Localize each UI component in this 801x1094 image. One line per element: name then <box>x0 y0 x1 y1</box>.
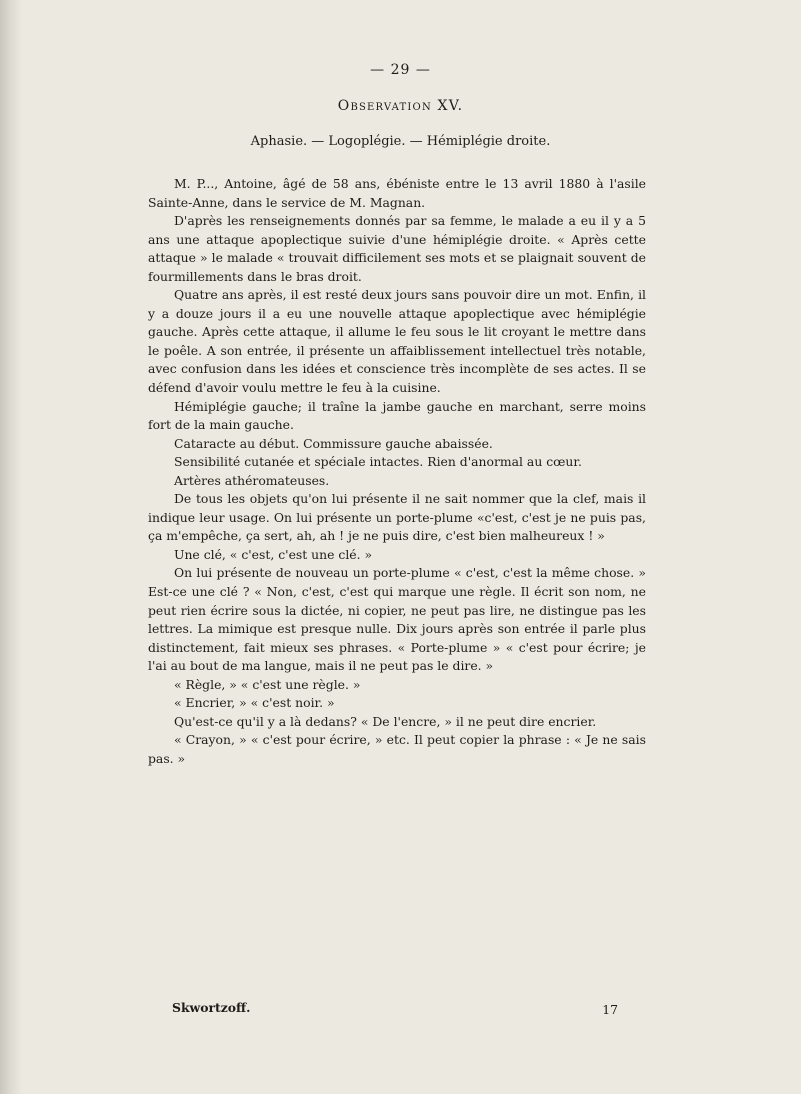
paragraph-ruler: « Règle, » « c'est une règle. » <box>174 676 361 692</box>
body-text <box>148 175 646 769</box>
paragraph-pen-holder: On lui présente de nouveau un porte-plume « c'est, c'est la même chose. » Est-ce une clé ? « Non, c'est, c'est qui marque une règle. Il écrit son nom, ne peut rien écrire sous la dictée, ni copier, ne peut pas lire, ne distingue pas les lettres. La mimique est presque nulle. Dix jours après son entrée il parle plus distinctement, fait mieux ses phrases. « Porte-plume » « c'est pour écrire; je l'ai au bout de ma langue, mais il ne peut pas le dire. » <box>148 565 646 674</box>
paragraph-objects: De tous les objets qu'on lui présente il ne sait nommer que la clef, mais il indique leur usage. On lui présente un porte-plume «c'est, c'est je ne puis pas, ça m'empêche, ça sert, ah, ah ! je ne puis dire, c'est bien malheureux ! » <box>148 491 646 544</box>
paragraph-intro: M. P..., Antoine, âgé de 58 ans, ébéniste entre le 13 avril 1880 à l'asile Sainte-Anne, dans le service de M. Magnan. <box>148 176 646 210</box>
paragraph-sensibility: Sensibilité cutanée et spéciale intactes. Rien d'anormal au cœur. <box>174 454 582 470</box>
paragraph-ink: Qu'est-ce qu'il y a là dedans? « De l'encre, » il ne peut dire encrier. <box>174 713 597 729</box>
observation-title: Observation XV. <box>337 98 464 114</box>
page-number: — 29 — <box>370 62 431 78</box>
paragraph-pencil: « Crayon, » « c'est pour écrire, » etc. Il peut copier la phrase : « Je ne sais pas. » <box>148 732 646 766</box>
paragraph-inkwell: « Encrier, » « c'est noir. » <box>174 695 335 711</box>
paragraph-cataract: Cataracte au début. Commissure gauche abaissée. <box>174 435 493 451</box>
observation-subtitle: Aphasie. — Logoplégie. — Hémiplégie droite. <box>250 134 551 149</box>
paragraph-arteries: Artères athéromateuses. <box>174 472 330 488</box>
printer-signature: Skwortzoff. <box>172 1000 251 1015</box>
paragraph-key: Une clé, « c'est, c'est une clé. » <box>174 546 373 562</box>
paragraph-second-attack: Quatre ans après, il est resté deux jours sans pouvoir dire un mot. Enfin, il y a douze jours il a eu une nouvelle attaque apoplectique avec hémiplégie gauche. Après cette attaque, il allume le feu sous le lit croyant le mettre dans le poêle. A son entrée, il présente un affaiblissement intellectuel très notable, avec confusion dans les idées et conscience très incomplète de ses actes. Il se défend d'avoir voulu mettre le feu à la cuisine. <box>148 287 646 396</box>
page-binding-shadow <box>0 0 22 1094</box>
paragraph-hemiplegia: Hémiplégie gauche; il traîne la jambe gauche en marchant, serre moins fort de la main gauche. <box>148 398 646 433</box>
paragraph-history: D'après les renseignements donnés par sa femme, le malade a eu il y a 5 ans une attaque apoplectique suivie d'une hémiplégie droite. « Après cette attaque » le malade « trouvait difficilement ses mots et se plaignait souvent de fourmillements dans le bras droit. <box>148 213 646 284</box>
sheet-number: 17 <box>602 1002 618 1017</box>
